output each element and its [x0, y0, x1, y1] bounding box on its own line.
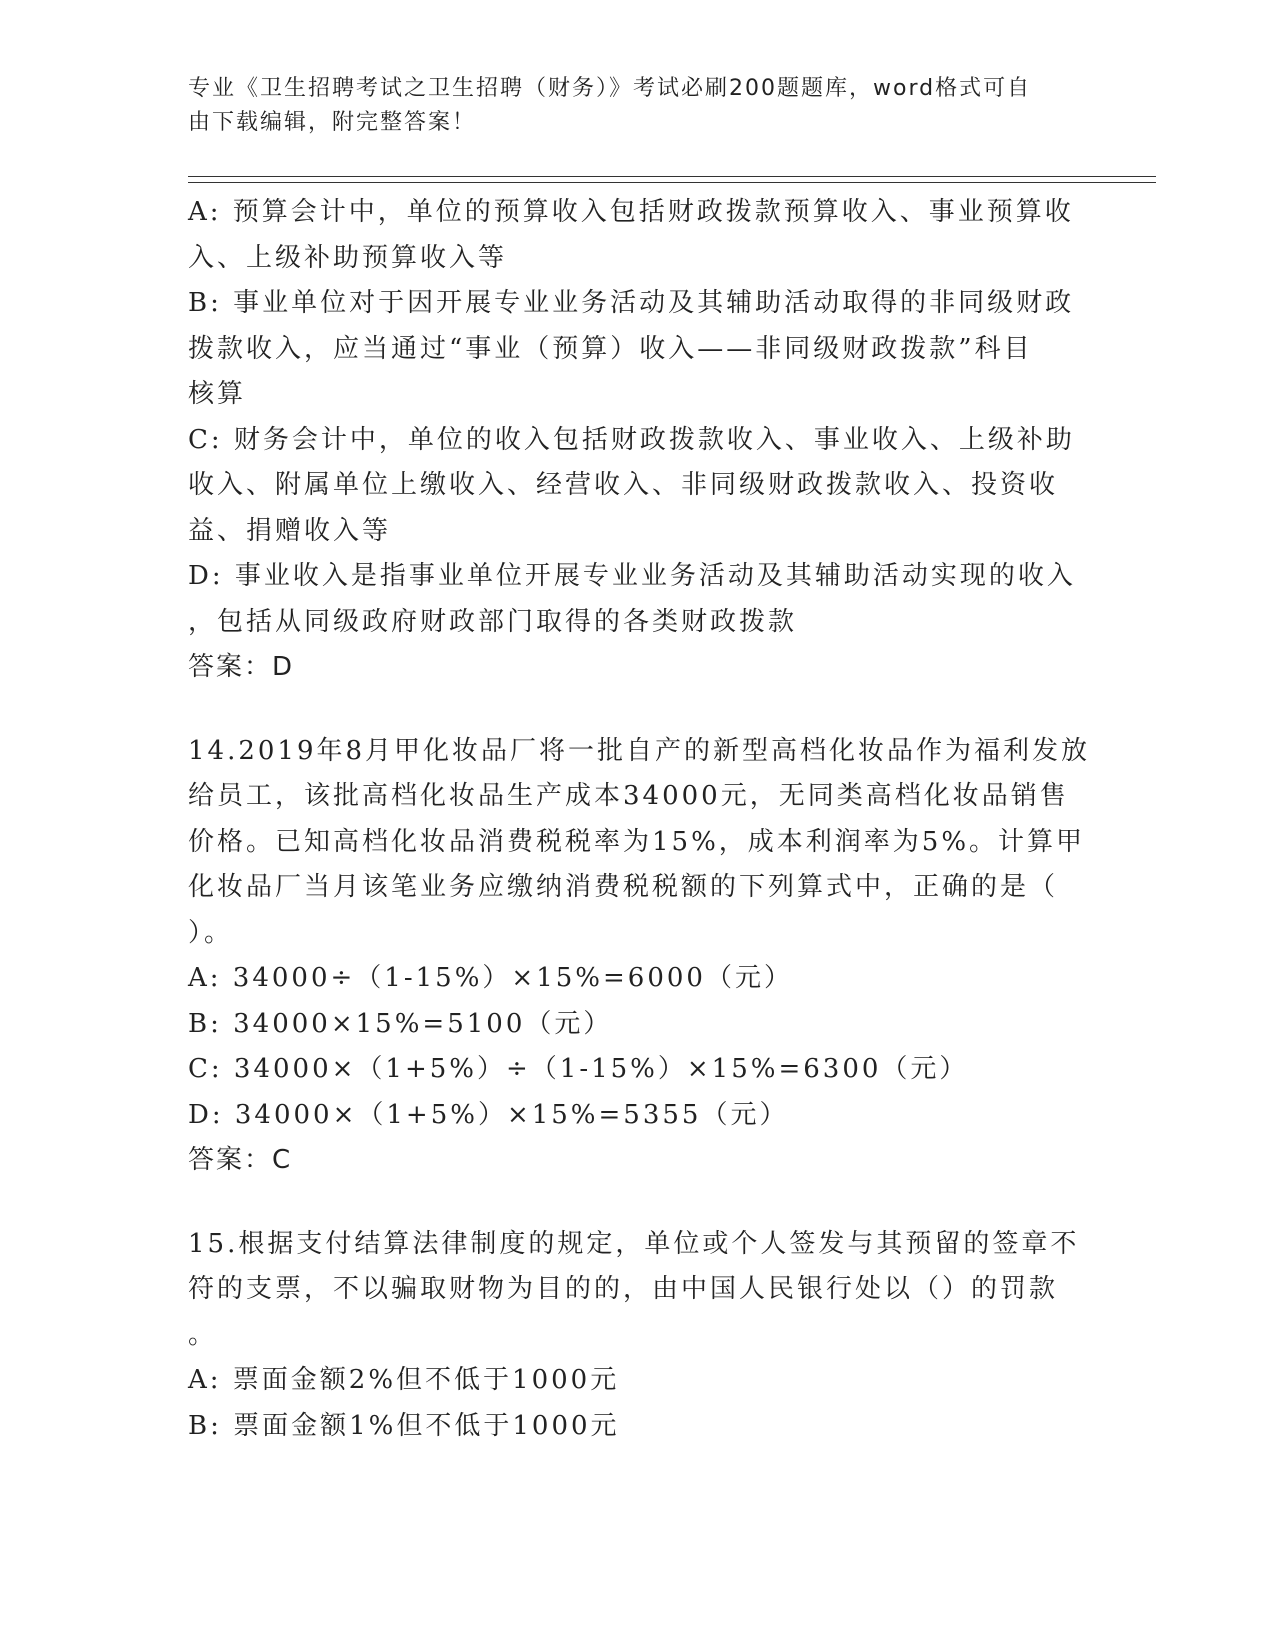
spacer — [188, 1184, 1088, 1222]
document-body — [188, 190, 1091, 1449]
stem-line: 15.根据支付结算法律制度的规定，单位或个人签发与其预留的签章不 — [188, 1228, 1080, 1259]
stem-line: 化妆品厂当月该笔业务应缴纳消费税税额的下列算式中，正确的是（ — [188, 872, 1059, 902]
option-d: D: 34000×（1+5%）×15%=5355（元） — [188, 1099, 789, 1130]
document-header — [188, 72, 1068, 140]
option-line: 拨款收入，应当通过“事业（预算）收入——非同级财政拨款”科目 — [188, 333, 1033, 364]
header-line-2: 由下载编辑，附完整答案！ — [188, 110, 477, 135]
header-divider-bottom — [188, 182, 1156, 183]
option-line: 入、上级补助预算收入等 — [188, 242, 508, 273]
option-a: A: 票面金额2%但不低于1000元 — [188, 1365, 620, 1395]
option-c: C: 34000×（1+5%）÷（1-15%）×15%=6300（元） — [188, 1054, 969, 1084]
question-15 — [188, 1222, 1088, 1450]
spacer — [188, 691, 1088, 729]
option-line: D: 事业收入是指事业单位开展专业业务活动及其辅助活动实现的收入 — [188, 561, 1076, 591]
header-line-1: 专业《卫生招聘考试之卫生招聘（财务）》考试必刷200题题库，word格式可自 — [188, 76, 1032, 101]
option-b — [188, 281, 1088, 418]
stem-line: 。 — [188, 1319, 218, 1350]
header-divider-top — [188, 176, 1156, 177]
question-stem — [188, 1222, 1088, 1359]
option-line: C: 财务会计中，单位的收入包括财政拨款收入、事业收入、上级补助 — [188, 424, 1075, 455]
stem-line: 14.2019年8月甲化妆品厂将一批自产的新型高档化妆品作为福利发放 — [188, 735, 1091, 766]
option-line: B: 事业单位对于因开展专业业务活动及其辅助活动取得的非同级财政 — [188, 288, 1075, 318]
stem-line: 价格。已知高档化妆品消费税税率为15%，成本利润率为5%。计算甲 — [188, 826, 1086, 857]
option-b: B: 票面金额1%但不低于1000元 — [188, 1410, 620, 1441]
option-b: B: 34000×15%=5100（元） — [188, 1008, 613, 1039]
question-13 — [188, 190, 1088, 691]
option-line: 核算 — [188, 379, 247, 409]
option-line: 益、捐赠收入等 — [188, 515, 392, 546]
option-a: A: 34000÷（1-15%）×15%=6000（元） — [188, 963, 793, 993]
stem-line: ）。 — [188, 917, 234, 948]
stem-line: 给员工，该批高档化妆品生产成本34000元，无同类高档化妆品销售 — [188, 781, 1069, 811]
question-stem — [188, 729, 1091, 957]
answer-label: 答案：C — [188, 1145, 293, 1175]
option-line: ，包括从同级政府财政部门取得的各类财政拨款 — [188, 606, 798, 637]
option-c — [188, 418, 1088, 555]
option-a — [188, 190, 1088, 281]
answer-label: 答案：D — [188, 652, 295, 682]
option-line: 收入、附属单位上缴收入、经营收入、非同级财政拨款收入、投资收 — [188, 470, 1059, 500]
option-line: A: 预算会计中，单位的预算收入包括财政拨款预算收入、事业预算收 — [188, 197, 1074, 227]
question-14 — [188, 729, 1091, 1184]
option-d — [188, 554, 1088, 645]
stem-line: 符的支票，不以骗取财物为目的的，由中国人民银行处以（）的罚款 — [188, 1274, 1059, 1304]
